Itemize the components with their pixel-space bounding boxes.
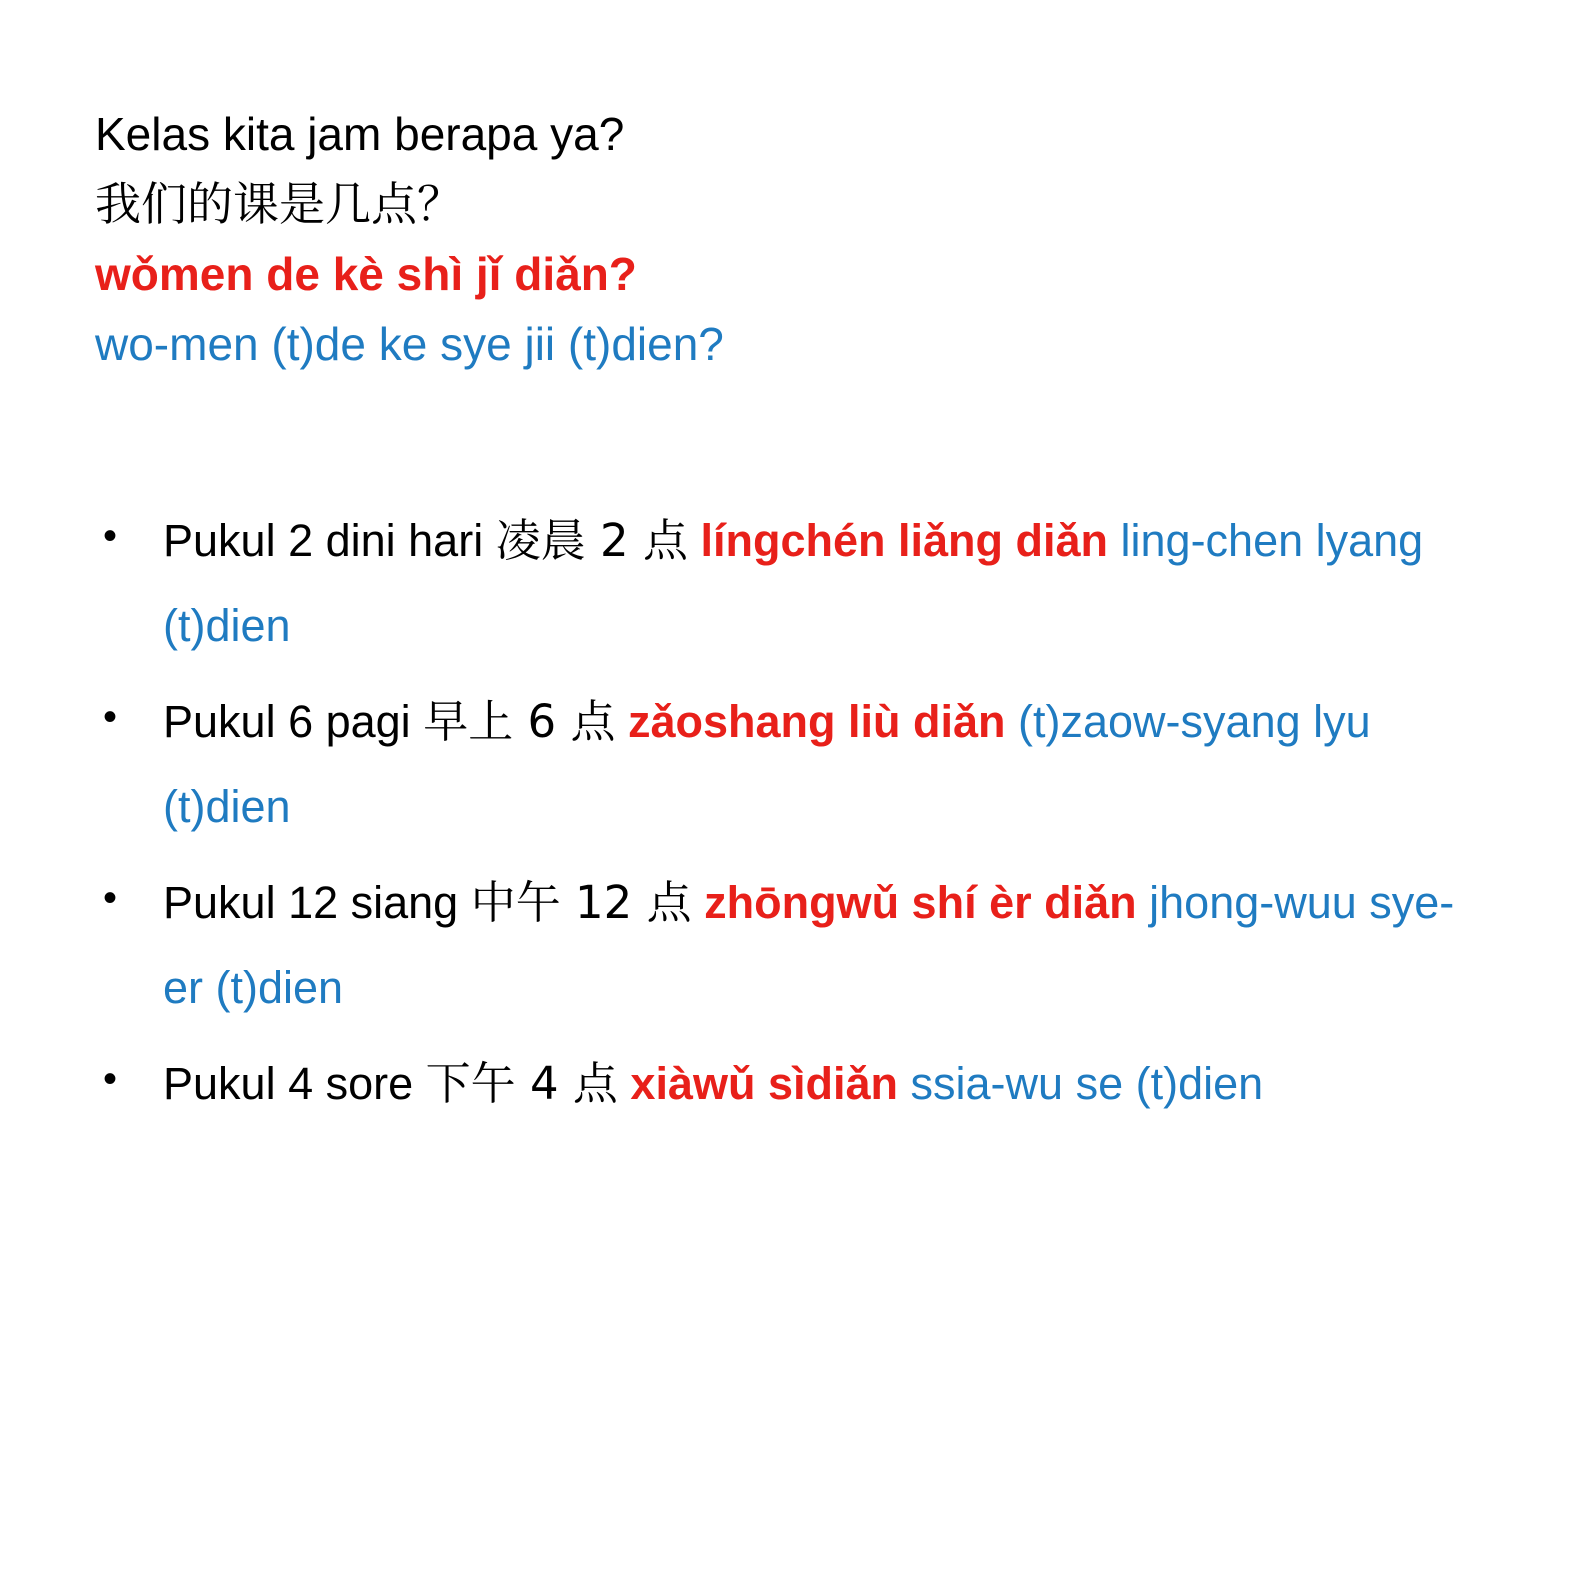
- bullet-pinyin: zhōngwǔ shí èr diǎn: [704, 876, 1137, 928]
- bullet-indonesian: Pukul 4 sore: [163, 1057, 414, 1109]
- list-item: [95, 860, 1486, 1031]
- bullet-phonetic: (t)zaow-syang lyu (t)dien: [163, 695, 1371, 833]
- bullet-phonetic: ssia-wu se (t)dien: [910, 1057, 1264, 1109]
- bullet-chinese: 早上 6 点: [423, 694, 616, 748]
- bullet-pinyin: língchén liǎng diǎn: [700, 514, 1108, 566]
- header-line-chinese: 我们的课是几点？: [95, 176, 463, 231]
- header-line-pinyin: wǒmen de kè shì jǐ diǎn?: [95, 247, 637, 300]
- list-item: [95, 498, 1486, 669]
- header-block: [95, 100, 1486, 380]
- bullet-chinese: 中午 12 点: [470, 875, 692, 929]
- bullet-phonetic: ling-chen lyang (t)dien: [163, 514, 1424, 652]
- bullet-indonesian: Pukul 12 siang: [163, 876, 459, 928]
- bullet-chinese: 下午 4 点: [425, 1056, 618, 1110]
- header-line-phonetic: wo-men (t)de ke sye jii (t)dien?: [95, 317, 724, 370]
- header-line-indonesian: Kelas kita jam berapa ya?: [95, 108, 625, 160]
- bullet-pinyin: zǎoshang liù diǎn: [627, 695, 1006, 747]
- bullet-indonesian: Pukul 2 dini hari: [163, 514, 484, 566]
- bullet-indonesian: Pukul 6 pagi: [163, 695, 411, 747]
- list-item: [95, 1041, 1486, 1127]
- bullet-pinyin: xiàwǔ sìdiǎn: [630, 1057, 899, 1109]
- time-expressions-list: [95, 498, 1486, 1127]
- bullet-chinese: 凌晨 2 点: [495, 513, 688, 567]
- bullet-phonetic: jhong-wuu sye-er (t)dien: [163, 876, 1455, 1014]
- list-item: [95, 679, 1486, 850]
